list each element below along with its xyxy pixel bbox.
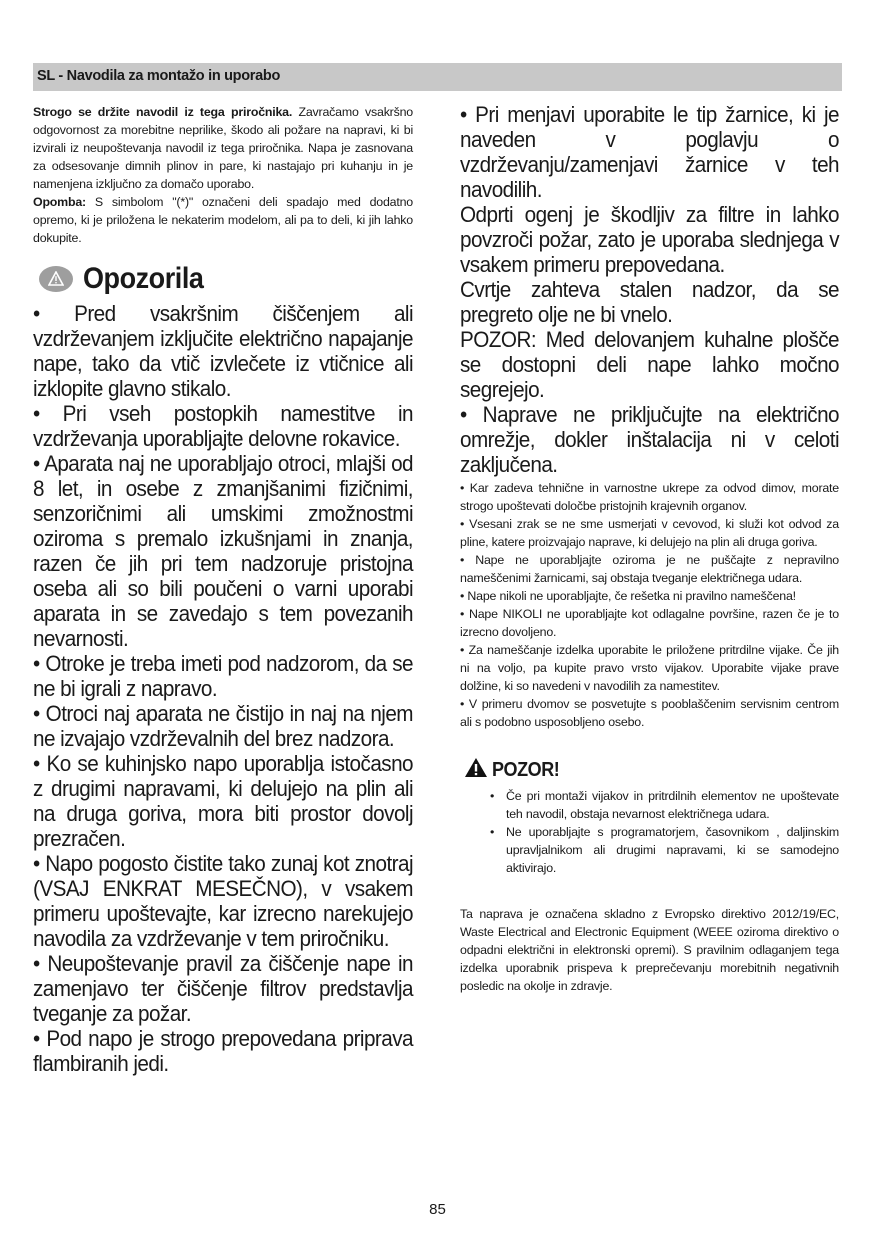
warning-item: POZOR: Med delovanjem kuhalne plošče se dostopni deli nape lahko močno segrejejo. <box>460 327 840 402</box>
warnings-list-left <box>33 301 413 1076</box>
warning-item: • Napo pogosto čistite tako zunaj kot znotraj (VSAJ ENKRAT MESEČNO), v vsakem primeru upoštevajte, kar izrecno narekujejo navodila za vzdrževanje v tem priročniku. <box>33 851 414 951</box>
warning-item: • Pri vseh postopkih namestitve in vzdrževanja uporabljajte delovne rokavice. <box>33 401 414 451</box>
exclamation-warning-icon <box>39 266 73 292</box>
small-warning-item: • Kar zadeva tehnične in varnostne ukrepe za odvod dimov, morate strogo upoštevati določbe pristojnih krajevnih organov. <box>460 481 839 513</box>
pozor-list <box>460 787 839 877</box>
weee-paragraph: Ta naprava je označena skladno z Evropsko direktivo 2012/19/EC, Waste Electrical and Electronic Equipment (WEEE oziroma direktivo o odpadni električni in elektronski opremi). S pravilnim odlaganjem tega izdelka uporabnik prispeva k preprečevanju morebitnih negativnih posledic na okolje in zdravje. <box>460 907 839 993</box>
right-column <box>460 102 839 995</box>
section-header-title: SL - Navodila za montažo in uporabo <box>37 68 281 84</box>
small-warning-item: • V primeru dvomov se posvetujte s pooblaščenim servisnim centrom ali s podobno usposobljeno osebo. <box>460 697 839 729</box>
small-warning-item: • Za nameščanje izdelka uporabite le priložene pritrdilne vijake. Če jih ni na voljo, pa kupite pravo vrsto vijakov. Uporabite vijake prave dolžine, ki so navedeni v navodilih za namestitev. <box>460 643 839 693</box>
warning-item: • Ko se kuhinjsko napo uporablja istočasno z drugimi napravami, ki delujejo na plin ali na druga goriva, mora biti prostor dovolj prezračen. <box>33 751 414 851</box>
pozor-item: • Če pri montaži vijakov in pritrdilnih elementov ne upoštevate teh navodil, obstaja nevarnost električnega udara. <box>490 787 839 823</box>
section-header <box>33 63 842 91</box>
small-warnings-list <box>460 479 839 731</box>
warnings-heading <box>33 257 413 301</box>
note-label: Opomba: <box>33 195 86 209</box>
warning-item: Odprti ogenj je škodljiv za filtre in lahko povzroči požar, zato je uporaba slednjega v vsakem primeru prepovedana. <box>460 202 840 277</box>
warning-triangle-icon <box>464 757 488 783</box>
small-warning-item: • Vsesani zrak se ne sme usmerjati v cevovod, ki služi kot odvod za pline, katere proizvajajo naprave, ki delujejo na plin ali druga goriva. <box>460 517 839 549</box>
warning-item: • Otroke je treba imeti pod nadzorom, da se ne bi igrali z napravo. <box>33 651 414 701</box>
warning-item: • Pri menjavi uporabite le tip žarnice, ki je naveden v poglavju o vzdrževanju/zamenjavi žarnice v teh navodilih. <box>460 102 840 202</box>
warning-item: • Neupoštevanje pravil za čiščenje nape in zamenjavo ter čiščenje filtrov predstavlja tveganje za požar. <box>33 951 414 1026</box>
left-column <box>33 103 413 1076</box>
pozor-title: POZOR! <box>492 758 560 781</box>
note-text: S simbolom "(*)" označeni deli spadajo med dodatno opremo, ki je priložena le nekaterim modelom, ali pa to deli, ki jih lahko dokupite. <box>33 195 413 245</box>
warning-item: • Otroci naj aparata ne čistijo in naj na njem ne izvajajo vzdrževalnih del brez nadzora. <box>33 701 414 751</box>
small-warning-item: • Nape ne uporabljajte oziroma je ne puščajte z nepravilno nameščenimi žarnicami, saj obstaja tveganje električnega udara. <box>460 553 839 585</box>
small-warning-item: • Nape NIKOLI ne uporabljajte kot odlagalne površine, razen če je to izrecno dovoljeno. <box>460 607 839 639</box>
intro-text: Zavračamo vsakršno odgovornost za morebitne neprilike, škodo ali požare na napravi, ki bi izvirali iz neupoštevanja navodil iz tega priročnika. Napa je zasnovana za odsesovanje dimnih plinov in pare, ki nastajajo pri kuhanju in je namenjena izključno za domačo uporabo. <box>33 105 413 191</box>
small-warning-item: • Nape nikoli ne uporabljajte, če rešetka ni pravilno nameščena! <box>460 589 796 603</box>
warning-item: • Naprave ne priključujte na električno omrežje, dokler inštalacija ni v celoti zaključena. <box>460 402 840 477</box>
warnings-title: Opozorila <box>83 262 204 295</box>
warning-item: • Pred vsakršnim čiščenjem ali vzdrževanjem izključite električno napajanje nape, tako da vtič izvlečete iz vtičnice ali izklopite glavno stikalo. <box>33 301 414 401</box>
pozor-heading <box>460 757 839 783</box>
warnings-list-right <box>460 102 839 477</box>
page-number: 85 <box>429 1201 446 1218</box>
pozor-item: • Ne uporabljajte s programatorjem, časovnikom , daljinskim upravljalnikom ali drugimi napravami, ki se samodejno aktivirajo. <box>490 823 839 877</box>
warning-item: • Aparata naj ne uporabljajo otroci, mlajši od 8 let, in osebe z zmanjšanimi fizičnimi, senzoričnimi ali umskimi zmožnostmi oziroma s premalo izkušnjami in znanja, razen če jih pri tem nadzoruje pristojna oseba ali so bili poučeni o varni uporabi aparata in se zavedajo s tem povezanih nevarnosti. <box>33 451 414 651</box>
intro-paragraph <box>33 103 413 247</box>
intro-bold-lead: Strogo se držite navodil iz tega priročnika. <box>33 105 293 119</box>
warning-item: • Pod napo je strogo prepovedana priprava flambiranih jedi. <box>33 1026 414 1076</box>
warning-item: Cvrtje zahteva stalen nadzor, da se pregreto olje ne bi vnelo. <box>460 277 840 327</box>
